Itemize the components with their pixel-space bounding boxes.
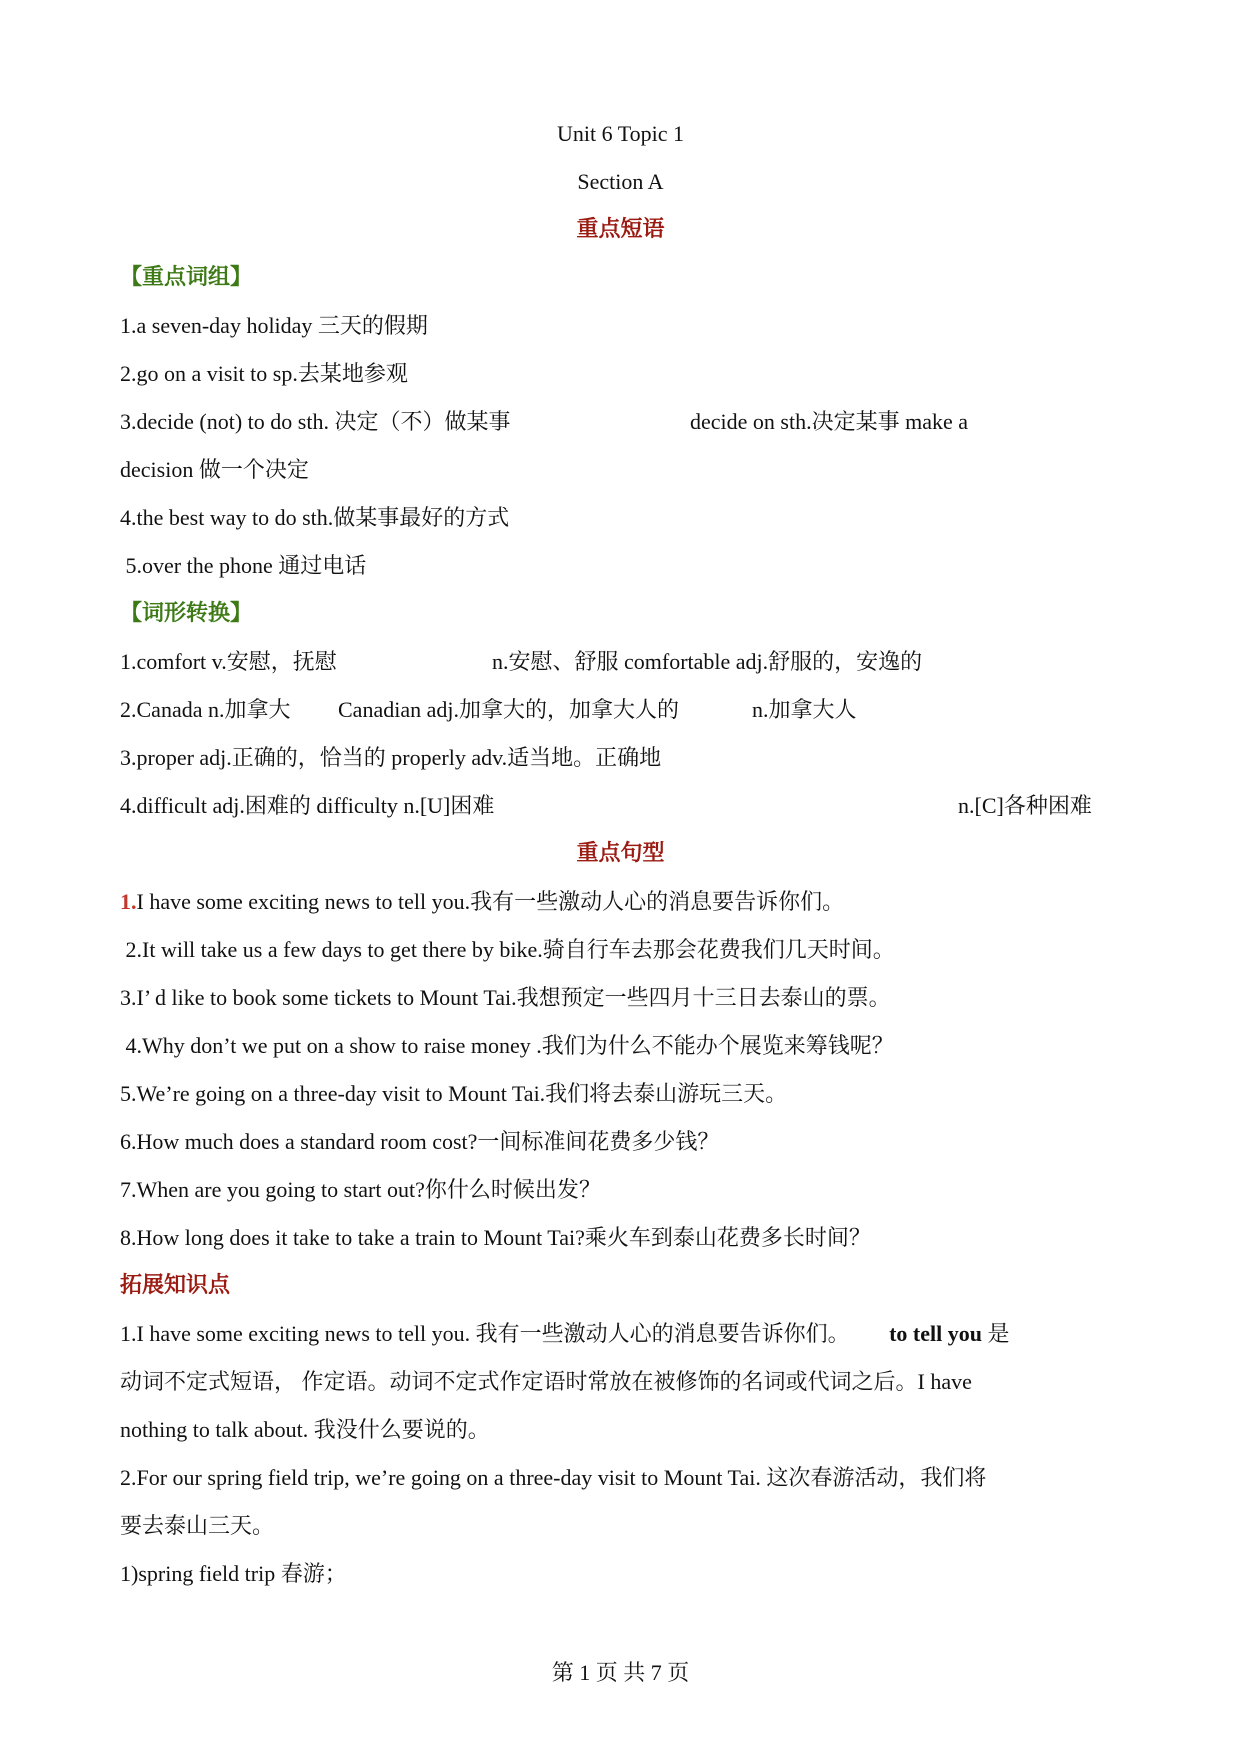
extension-paragraph: 1)spring field trip 春游； (120, 1561, 347, 1586)
sentences-heading: 重点句型 (576, 841, 665, 866)
word-form-item: 4.difficult adj.困难的 difficulty n.[U]困难 (120, 793, 495, 818)
word-form-item: 1.comfort v.安慰，抚慰 (120, 649, 337, 674)
extension-paragraph: nothing to talk about. 我没什么要说的。 (120, 1417, 490, 1442)
word-form-item: 3.proper adj.正确的，恰当的 properly adv.适当地。正确地 (120, 745, 662, 770)
sentence-item: 8.How long does it take to take a train to Mount Tai?乘火车到泰山花费多长时间？ (120, 1225, 871, 1250)
sentence-item (120, 888, 844, 916)
page-number: 第 1 页 共 7 页 (551, 1660, 690, 1685)
word-form-item: n.加拿大人 (752, 697, 857, 722)
sentence-item: 6.How much does a standard room cost?一间标准间花费多少钱？ (120, 1129, 720, 1154)
extension-text: 1.I have some exciting news to tell you. 我有一些激动人心的消息要告诉你们。 (120, 1321, 850, 1346)
extension-heading: 拓展知识点 (120, 1273, 231, 1298)
sentence-item: 4.Why don’t we put on a show to raise money .我们为什么不能办个展览来筹钱呢？ (120, 1033, 894, 1058)
sentence-number: 1. (120, 889, 137, 914)
word-form-item: Canadian adj.加拿大的，加拿大人的 (338, 697, 679, 722)
phrase-item: decide on sth.决定某事 make a (690, 409, 968, 434)
unit-title: Unit 6 Topic 1 (557, 121, 684, 146)
sentence-item: 7.When are you going to start out?你什么时候出发？ (120, 1177, 601, 1202)
extension-bold-phrase: to tell you (889, 1321, 982, 1346)
sentence-text: I have some exciting news to tell you.我有一些激动人心的消息要告诉你们。 (136, 889, 845, 914)
phrase-item: decision 做一个决定 (120, 457, 309, 482)
phrase-item: 5.over the phone 通过电话 (120, 553, 367, 578)
word-forms-heading: 【词形转换】 (120, 601, 253, 626)
word-form-item: n.安慰、舒服 comfortable adj.舒服的，安逸的 (492, 649, 923, 674)
sentence-item: 2.It will take us a few days to get there by bike.骑自行车去那会花费我们几天时间。 (120, 937, 895, 962)
phrase-item: 2.go on a visit to sp.去某地参观 (120, 361, 408, 386)
phrase-item: 3.decide (not) to do sth. 决定（不）做某事 (120, 409, 511, 434)
phrase-item: 1.a seven-day holiday 三天的假期 (120, 313, 428, 338)
section-title: Section A (577, 169, 664, 194)
word-form-item: 2.Canada n.加拿大 (120, 697, 291, 722)
extension-text: 是 (981, 1321, 1010, 1346)
extension-paragraph: 要去泰山三天。 (120, 1513, 275, 1538)
word-form-item: n.[C]各种困难 (958, 793, 1092, 818)
phrase-item: 4.the best way to do sth.做某事最好的方式 (120, 505, 510, 530)
extension-paragraph (120, 1320, 1010, 1348)
extension-paragraph: 2.For our spring field trip, we’re going on a three-day visit to Mount Tai. 这次春游活动，我们将 (120, 1465, 987, 1490)
sentence-item: 3.I’ d like to book some tickets to Mount Tai.我想预定一些四月十三日去泰山的票。 (120, 985, 891, 1010)
extension-paragraph: 动词不定式短语， 作定语。动词不定式作定语时常放在被修饰的名词或代词之后。I have (120, 1369, 972, 1394)
key-phrases-heading: 重点短语 (576, 217, 665, 242)
sentence-item: 5.We’re going on a three-day visit to Mount Tai.我们将去泰山游玩三天。 (120, 1081, 788, 1106)
phrases-heading: 【重点词组】 (120, 265, 253, 290)
